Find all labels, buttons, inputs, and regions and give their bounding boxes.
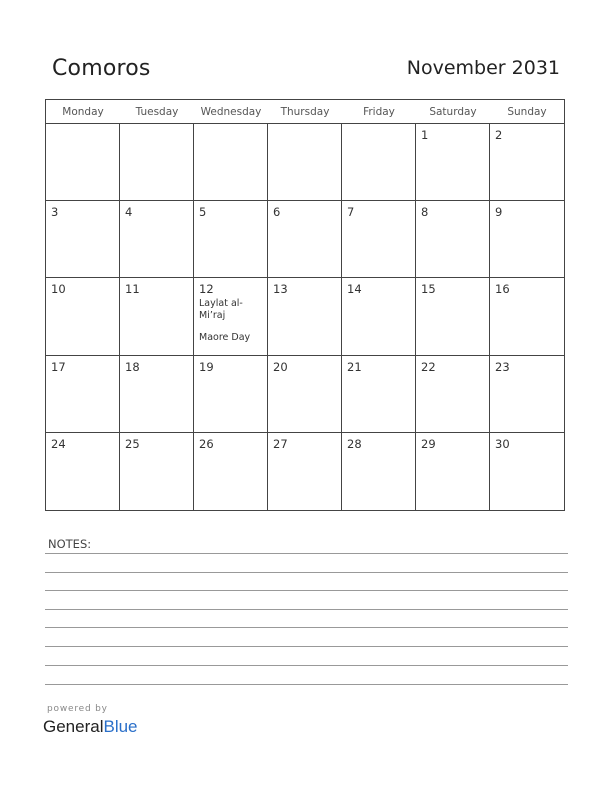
date-number: 14 (347, 282, 362, 297)
day-cell (490, 433, 564, 510)
day-cell (46, 433, 120, 510)
date-number: 20 (273, 359, 288, 374)
holiday-label: Laylat al-Mi’raj (199, 298, 243, 322)
date-number: 17 (51, 359, 66, 374)
weekday-header: Sunday (490, 100, 564, 124)
logo-general: General (43, 717, 104, 736)
date-number: 8 (421, 205, 429, 220)
note-line (45, 590, 568, 591)
weekday-header: Monday (46, 100, 120, 124)
month-year-title: November 2031 (406, 57, 560, 79)
weekday-header: Tuesday (120, 100, 194, 124)
day-cell (194, 356, 268, 433)
generalblue-logo (43, 717, 138, 737)
day-cell (342, 433, 416, 510)
date-number: 3 (51, 205, 59, 220)
note-line (45, 627, 568, 628)
date-number: 1 (421, 128, 429, 142)
weekday-header: Thursday (268, 100, 342, 124)
date-number: 7 (347, 205, 355, 220)
day-cell (490, 124, 564, 201)
day-cell (416, 433, 490, 510)
day-cell (342, 201, 416, 278)
day-cell (46, 356, 120, 433)
note-line (45, 684, 568, 685)
day-cell (416, 201, 490, 278)
date-number: 30 (495, 436, 510, 451)
note-line (45, 553, 568, 554)
notes-label: NOTES: (48, 537, 92, 551)
weekday-header: Saturday (416, 100, 490, 124)
day-cell (416, 124, 490, 201)
weekday-header: Wednesday (194, 100, 268, 124)
date-number: 28 (347, 436, 362, 451)
date-number: 25 (125, 436, 140, 451)
date-number: 19 (199, 359, 214, 374)
logo-blue: Blue (103, 717, 138, 736)
country-title: Comoros (52, 56, 151, 81)
day-cell (194, 124, 268, 201)
day-cell (120, 356, 194, 433)
powered-by-text: powered by (47, 704, 108, 714)
note-line (45, 646, 568, 647)
note-line (45, 665, 568, 666)
day-cell (120, 124, 194, 201)
date-number: 24 (51, 436, 66, 451)
day-cell (268, 356, 342, 433)
date-number: 4 (125, 205, 133, 220)
weekday-header: Friday (342, 100, 416, 124)
calendar-grid (45, 99, 565, 511)
date-number: 11 (125, 282, 140, 297)
day-cell (342, 124, 416, 201)
day-cell (342, 356, 416, 433)
day-cell (120, 278, 194, 355)
day-cell (490, 356, 564, 433)
date-number: 22 (421, 359, 436, 374)
date-number: 16 (495, 282, 510, 297)
date-number: 29 (421, 436, 436, 451)
day-cell (46, 278, 120, 355)
day-cell (194, 433, 268, 510)
date-number: 27 (273, 436, 288, 451)
date-number: 9 (495, 205, 503, 220)
day-cell (268, 201, 342, 278)
day-cell (490, 278, 564, 355)
day-cell (46, 201, 120, 278)
date-number: 12 (199, 282, 214, 297)
note-line (45, 609, 568, 610)
day-cell (194, 278, 268, 355)
holiday-label: Maore Day (199, 332, 251, 344)
date-number: 2 (495, 128, 503, 142)
day-cell (194, 201, 268, 278)
date-number: 6 (273, 205, 281, 220)
day-cell (120, 433, 194, 510)
day-cell (120, 201, 194, 278)
date-number: 13 (273, 282, 288, 297)
date-number: 10 (51, 282, 66, 297)
day-cell (46, 124, 120, 201)
date-number: 18 (125, 359, 140, 374)
day-cell (268, 124, 342, 201)
day-cell (268, 278, 342, 355)
note-line (45, 572, 568, 573)
date-number: 21 (347, 359, 362, 374)
day-cell (268, 433, 342, 510)
day-cell (416, 356, 490, 433)
date-number: 5 (199, 205, 207, 220)
day-cell (416, 278, 490, 355)
date-number: 15 (421, 282, 436, 297)
date-number: 23 (495, 359, 510, 374)
day-cell (490, 201, 564, 278)
date-number: 26 (199, 436, 214, 451)
day-cell (342, 278, 416, 355)
